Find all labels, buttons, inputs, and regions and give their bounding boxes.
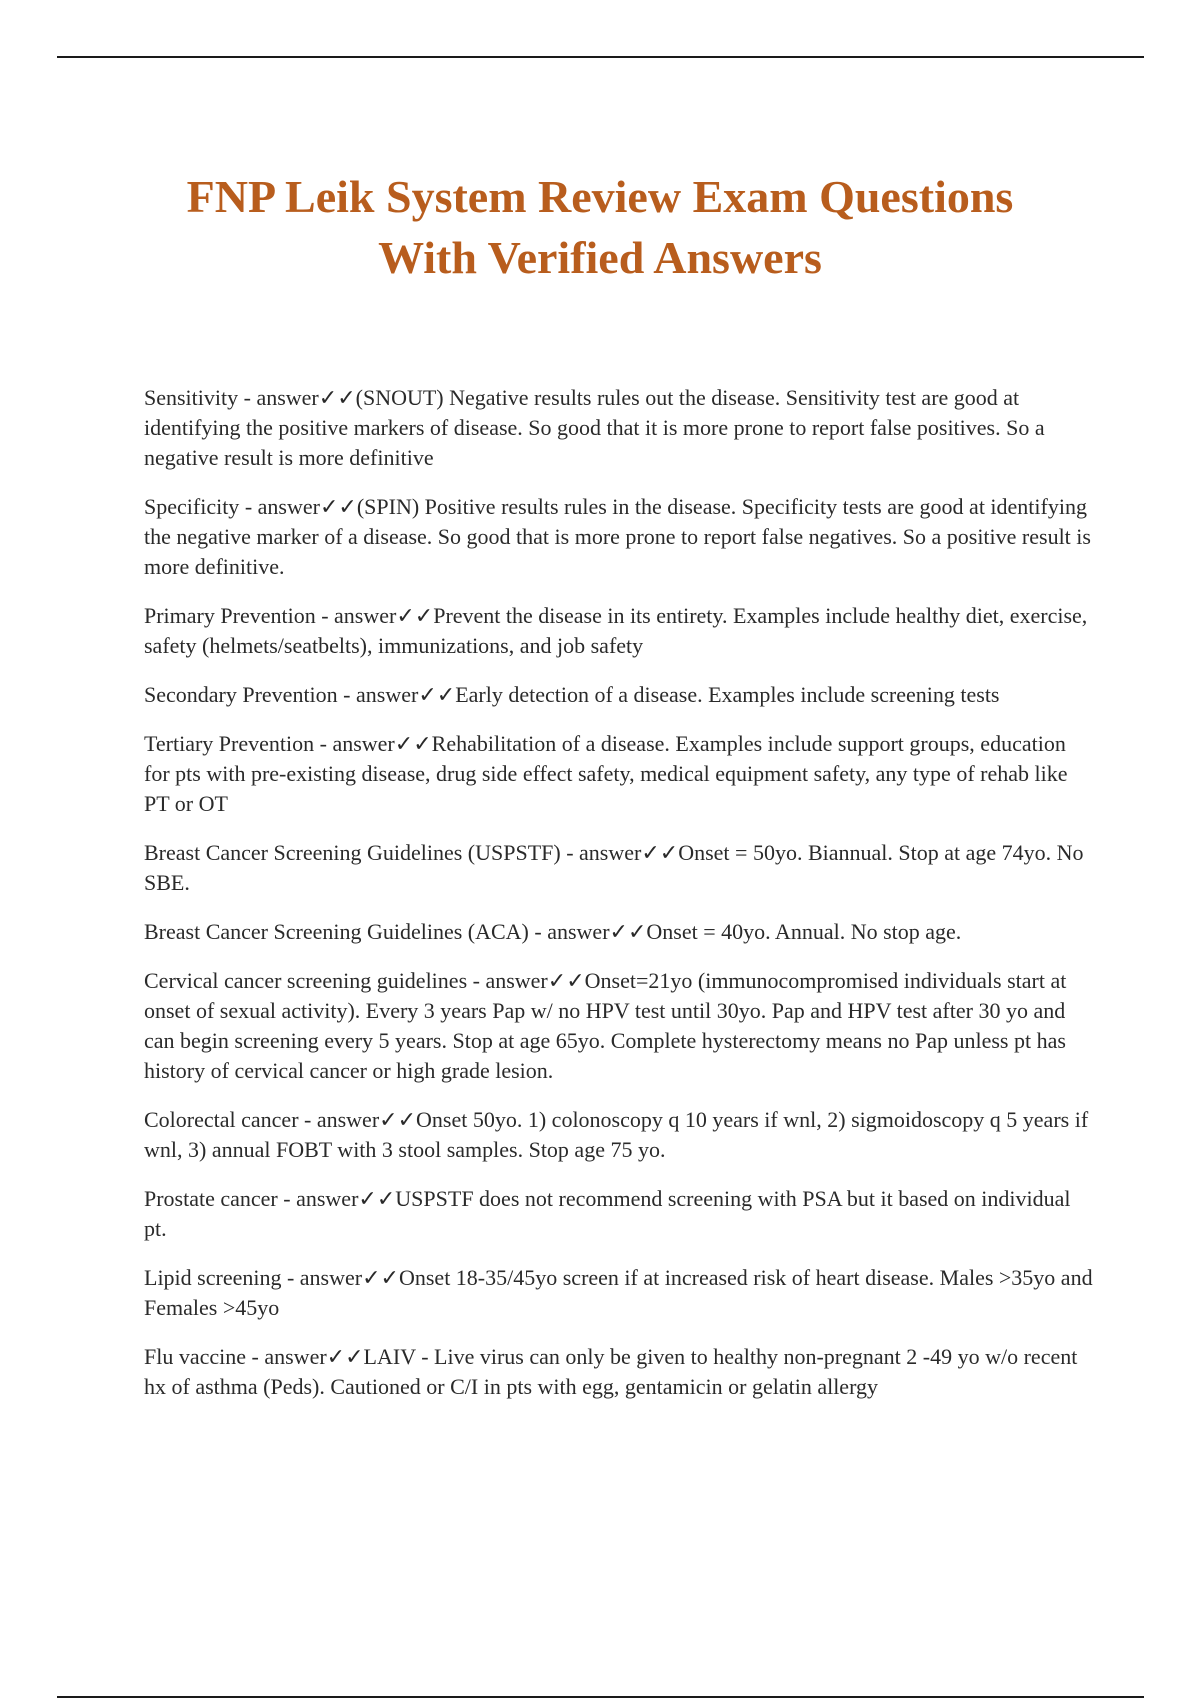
check-mark-icon: ✓✓ — [358, 1186, 396, 1211]
qa-answer: Onset 50yo. 1) colonoscopy q 10 years if wnl, 2) sigmoidoscopy q 5 years if wnl, 3) annual FOBT with 3 stool samples. Stop age 75 yo. — [144, 1107, 1089, 1162]
qa-answer: (SNOUT) Negative results rules out the disease. Sensitivity test are good at identifying the positive markers of disease. So good that it is more prone to report false positives. So a negative result is more definitive — [144, 385, 1045, 470]
title-line-2: With Verified Answers — [378, 232, 822, 283]
qa-separator: - answer — [528, 919, 610, 944]
qa-separator: - answer — [281, 1265, 363, 1290]
qa-separator: - answer — [298, 1107, 380, 1132]
qa-item — [144, 601, 1094, 661]
qa-item — [144, 1105, 1094, 1165]
qa-answer: USPSTF does not recommend screening with PSA but it based on individual pt. — [144, 1186, 1071, 1241]
qa-item — [144, 680, 1094, 710]
qa-separator: - answer — [337, 682, 419, 707]
qa-term: Flu vaccine — [144, 1344, 247, 1369]
qa-answer: Onset 18-35/45yo screen if at increased risk of heart disease. Males >35yo and Females >45yo — [144, 1265, 1093, 1320]
qa-term: Primary Prevention — [144, 603, 316, 628]
check-mark-icon: ✓✓ — [394, 731, 432, 756]
check-mark-icon: ✓✓ — [418, 682, 456, 707]
qa-item — [144, 492, 1094, 582]
qa-answer: Onset = 50yo. Biannual. Stop at age 74yo. No SBE. — [144, 840, 1084, 895]
qa-separator: - answer — [314, 731, 395, 756]
qa-item — [144, 1184, 1094, 1244]
qa-answer: Rehabilitation of a disease. Examples include support groups, education for pts with pre-existing disease, drug side effect safety, medical equipment safety, any type of rehab like PT or OT — [144, 731, 1068, 816]
qa-term: Breast Cancer Screening Guidelines (USPSTF) — [144, 840, 561, 865]
qa-item — [144, 729, 1094, 819]
qa-item — [144, 1263, 1094, 1323]
qa-term: Specificity — [144, 494, 240, 519]
qa-answer: Onset=21yo (immunocompromised individuals start at onset of sexual activity). Every 3 years Pap w/ no HPV test until 30yo. Pap and HPV test after 30 yo and can begin screening every 5 years. Stop at age 65yo. Complete hysterectomy means no Pap unless pt has history of cervical cancer or high grade lesion. — [144, 968, 1067, 1083]
qa-answer: Early detection of a disease. Examples include screening tests — [455, 682, 1000, 707]
qa-item — [144, 1342, 1094, 1402]
qa-term: Secondary Prevention — [144, 682, 338, 707]
qa-item — [144, 917, 1094, 947]
check-mark-icon: ✓✓ — [641, 840, 679, 865]
qa-term: Lipid screening — [144, 1265, 282, 1290]
qa-answer: LAIV - Live virus can only be given to healthy non-pregnant 2 -49 yo w/o recent hx of asthma (Peds). Cautioned or C/I in pts with egg, gentamicin or gelatin allergy — [144, 1344, 1078, 1399]
qa-separator: - answer — [467, 968, 548, 993]
qa-answer: Onset = 40yo. Annual. No stop age. — [646, 919, 962, 944]
qa-term: Colorectal cancer — [144, 1107, 299, 1132]
header-rule — [57, 56, 1144, 58]
qa-list — [144, 383, 1094, 1421]
qa-item — [144, 966, 1094, 1086]
qa-item — [144, 383, 1094, 473]
check-mark-icon: ✓✓ — [609, 919, 647, 944]
check-mark-icon: ✓✓ — [319, 494, 357, 519]
qa-separator: - answer — [315, 603, 397, 628]
check-mark-icon: ✓✓ — [547, 968, 585, 993]
qa-separator: - answer — [560, 840, 642, 865]
check-mark-icon: ✓✓ — [362, 1265, 399, 1290]
qa-term: Sensitivity — [144, 385, 239, 410]
qa-term: Cervical cancer screening guidelines — [144, 968, 468, 993]
check-mark-icon: ✓✓ — [318, 385, 356, 410]
document-title — [100, 166, 1100, 288]
check-mark-icon: ✓✓ — [396, 603, 434, 628]
qa-term: Tertiary Prevention — [144, 731, 315, 756]
check-mark-icon: ✓✓ — [379, 1107, 417, 1132]
qa-term: Breast Cancer Screening Guidelines (ACA) — [144, 919, 529, 944]
qa-item — [144, 838, 1094, 898]
qa-separator: - answer — [246, 1344, 327, 1369]
qa-term: Prostate cancer — [144, 1186, 278, 1211]
title-line-1: FNP Leik System Review Exam Questions — [186, 171, 1014, 222]
qa-separator: - answer — [238, 385, 319, 410]
footer-rule — [57, 1696, 1144, 1698]
qa-separator: - answer — [239, 494, 320, 519]
qa-answer: (SPIN) Positive results rules in the disease. Specificity tests are good at identifying the negative marker of a disease. So good that is more prone to report false negatives. So a positive result is more definitive. — [144, 494, 1091, 579]
qa-answer: Prevent the disease in its entirety. Examples include healthy diet, exercise, safety (helmets/seatbelts), immunizations, and job safety — [144, 603, 1088, 658]
check-mark-icon: ✓✓ — [326, 1344, 364, 1369]
qa-separator: - answer — [277, 1186, 359, 1211]
